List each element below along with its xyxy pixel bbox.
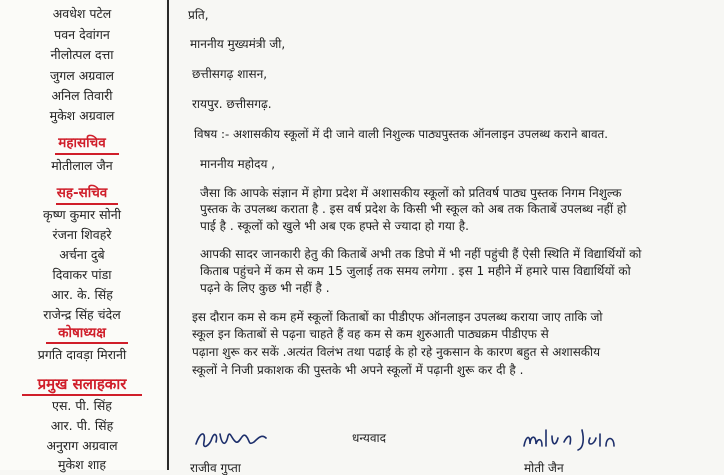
joint-secretary-name: अर्चना दुबे bbox=[59, 247, 105, 262]
chief-advisor-heading: प्रमुख सलाहकार bbox=[37, 375, 127, 393]
signature-right-scribble bbox=[520, 424, 630, 454]
paragraph-line: स्कूल इन किताबों से पढ़ना चाहते हैं वह कम से कम शुरुआती पाठ्यक्रम पीडीएफ से bbox=[192, 327, 549, 341]
heading-underline bbox=[55, 153, 119, 155]
joint-secretary-name: दिवाकर पांडा bbox=[52, 267, 112, 282]
treasurer-name: प्रगति दावड़ा मिरानी bbox=[37, 347, 127, 362]
letter-body bbox=[170, 0, 724, 475]
paragraph-line: जैसा कि आपके संज्ञान में होगा प्रदेश में अशासकीय स्कूलों को प्रतिवर्ष पाठ्य पुस्तक निगम निशुल्क bbox=[200, 186, 622, 200]
letter-to: प्रति, bbox=[188, 8, 209, 22]
member-name: मुकेश अग्रवाल bbox=[49, 108, 115, 123]
treasurer-heading: कोषाध्यक्ष bbox=[58, 325, 106, 341]
member-name: अवधेश पटेल bbox=[52, 6, 112, 21]
chief-advisor-name: एस. पी. सिंह bbox=[52, 398, 112, 413]
letter-salutation: माननीय महोदय , bbox=[200, 157, 276, 171]
general-secretary-name: मोतीलाल जैन bbox=[51, 158, 113, 173]
paragraph-line: स्कूलों ने निजी प्रकाशक की पुस्तके भी अपने स्कूलों में पढ़ानी शुरू कर दी है . bbox=[192, 363, 524, 377]
heading-underline bbox=[56, 203, 118, 205]
joint-secretary-name: राजेन्द्र सिंह चंदेल bbox=[43, 307, 121, 322]
addressee-line: माननीय मुख्यमंत्री जी, bbox=[190, 37, 286, 51]
paragraph-line: पढ़ाना शुरू कर सकें .अत्यंत विलंभ तथा पढाई के हो रहे नुकसान के कारण बहुत से अशासकीय bbox=[192, 345, 601, 359]
paragraph-line: आपकी सादर जानकारी हेतु की किताबें अभी तक डिपो में भी नहीं पहुंची हैं ऐसी स्थिति में विद्यार्थियों को bbox=[200, 247, 642, 261]
member-name: पवन देवांगन bbox=[54, 27, 110, 42]
joint-secretary-name: कृष्ण कुमार सोनी bbox=[43, 207, 121, 222]
paragraph-line: इस दौरान कम से कम हमें स्कूलों किताबों का पीडीएफ ऑनलाइन उपलब्ध कराया जाए ताकि जो bbox=[192, 310, 603, 324]
vertical-divider bbox=[167, 0, 169, 470]
chief-advisor-name: आर. पी. सिंह bbox=[50, 418, 114, 433]
member-name: अनिल तिवारी bbox=[51, 88, 113, 103]
thanks-text: धन्यवाद bbox=[352, 431, 387, 445]
office-bearers-sidebar bbox=[0, 0, 165, 470]
signatory-left-name: राजीव गुप्ता bbox=[190, 461, 241, 475]
member-name: नीलोत्पल दत्ता bbox=[50, 47, 114, 62]
heading-underline bbox=[22, 394, 142, 396]
chief-advisor-name: अनुराग अग्रवाल bbox=[46, 438, 118, 453]
paragraph-line: किताब पहुंचने में कम से कम 15 जुलाई तक समय लगेगा . इस 1 महीने में हमारे पास विद्यार्थियों को bbox=[200, 264, 631, 278]
addressee-line: रायपुर. छत्तीसगढ़. bbox=[192, 97, 272, 111]
paragraph-line: पढ़ने के लिए कुछ भी नहीं है . bbox=[200, 281, 330, 295]
joint-secretary-name: आर. के. सिंह bbox=[51, 287, 113, 302]
joint-secretary-heading: सह-सचिव bbox=[56, 185, 108, 201]
signature-left-scribble bbox=[192, 424, 272, 454]
paragraph-line: पुस्तक के उपलब्ध कराता है . इस वर्ष प्रदेश के किसी भी स्कूल को अब तक किताबें उपलब्ध नहीं हो bbox=[200, 202, 627, 216]
paragraph-line: पाई है . स्कूलों को खुले भी अब एक हफ्ते से ज्यादा हो गया है. bbox=[200, 219, 469, 233]
addressee-line: छत्तीसगढ़ शासन, bbox=[192, 67, 268, 81]
chief-advisor-name: मुकेश शाह bbox=[58, 457, 106, 472]
joint-secretary-name: रंजना शिवहरे bbox=[52, 227, 112, 242]
heading-underline bbox=[46, 342, 128, 344]
signatory-right-name: मोती जैन bbox=[524, 461, 564, 475]
member-name: जुगल अग्रवाल bbox=[49, 68, 115, 83]
general-secretary-heading: महासचिव bbox=[58, 135, 106, 151]
letter-subject: विषय :- अशासकीय स्कूलों में दी जाने वाली निशुल्क पाठ्यपुस्तक ऑनलाइन उपलब्ध कराने बावत. bbox=[194, 127, 608, 141]
